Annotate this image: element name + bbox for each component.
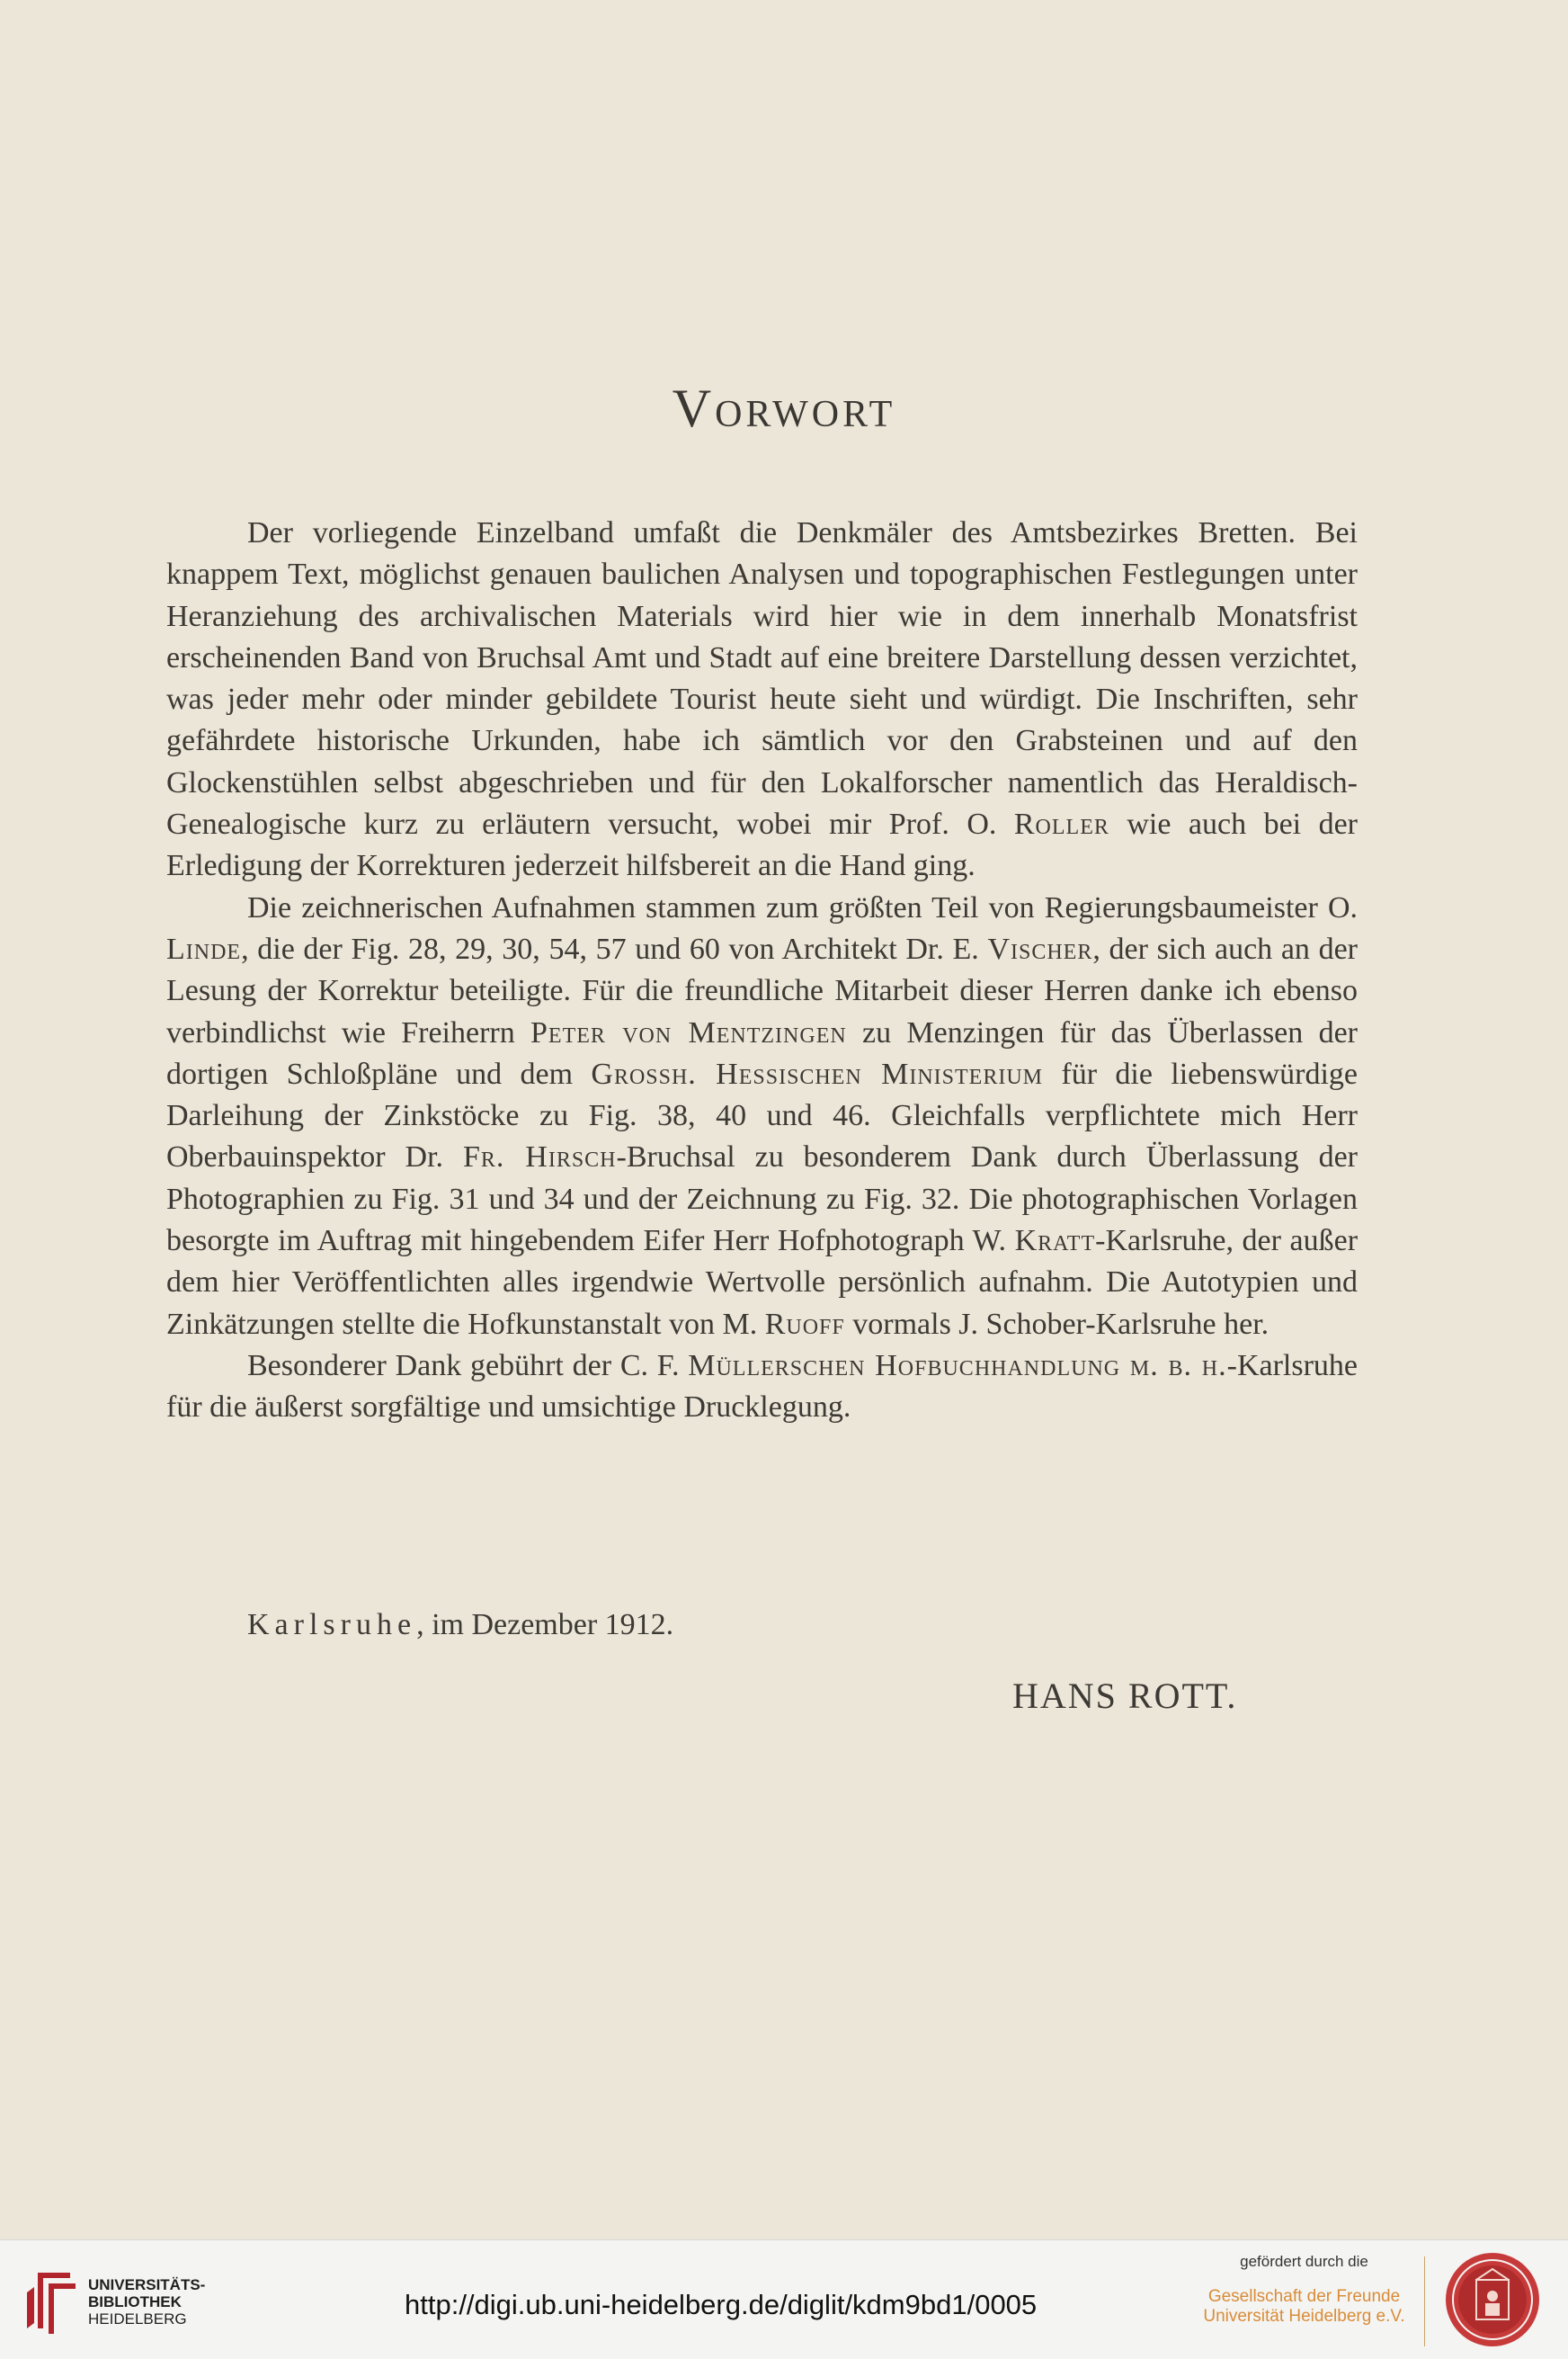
date: , im Dezember 1912.: [416, 1608, 674, 1641]
library-logo-icon[interactable]: [20, 2265, 85, 2337]
text-run: -Karlsruhe, der außer dem hier Veröffentlichten alles irgendwie Wertvolle persönlich aufnahm. Die Autotypien und Zinkätzungen stellte die Hofkunstanstalt von M.: [166, 1224, 1359, 1341]
paragraph: [166, 1345, 1358, 1429]
library-name-line: HEIDELBERG: [88, 2310, 187, 2328]
text-run: Die zeichnerischen Aufnahmen stammen zum größten Teil von Regierungsbaumeister O.: [247, 890, 1358, 925]
sponsor-line: gefördert durch die: [1240, 2253, 1368, 2270]
small-caps-name: Linde: [166, 932, 242, 966]
small-caps-name: Kratt: [1014, 1224, 1096, 1258]
university-seal-icon: [1444, 2251, 1541, 2348]
text-run: Der vorliegende Einzelband umfaßt die Denkmäler des Amtsbezirkes Bretten. Bei knappem Text, möglichst genauen baulichen Analysen und topographischen Festlegungen unter Heranziehung des archivalischen Materials wird hier wie in dem innerhalb Monatsfrist erscheinenden Band von Bruchsal Amt und Stadt auf eine breitere Darstellung dessen verzichtet, was jeder mehr oder minder gebildete Tourist heute sieht und würdigt. Die Inschriften, sehr gefährdete historische Urkunden, habe ich sämtlich vor den Grabsteinen und auf den Glockenstühlen selbst abgeschrieben und für den Lokalforscher namentlich das Heraldisch-Genealogische kurz zu erläutern versucht, wobei mir Prof. O.: [166, 516, 1358, 842]
library-name-line: UNIVERSITÄTS-: [88, 2276, 206, 2293]
text-run: wie auch bei der Erledigung der Korrekturen jederzeit hilfsbereit an die Hand ging.: [166, 808, 1358, 883]
text-run: zu Menzingen für das Überlassen der dortigen Schloßpläne und dem: [166, 1015, 1358, 1091]
library-name: [88, 2276, 205, 2328]
small-caps-name: Ruoff: [764, 1307, 845, 1341]
paragraph: [166, 513, 1358, 888]
permalink-url[interactable]: http://digi.ub.uni-heidelberg.de/diglit/kdm9bd1/0005: [405, 2289, 1038, 2320]
small-caps-name: Peter von Mentzingen: [530, 1015, 847, 1050]
text-run: , der sich auch an der Lesung der Korrektur beteiligte. Für die freundliche Mitarbeit dieser Herren danke ich ebenso verbindlichst wie Freiherrn: [166, 932, 1358, 1050]
text-run: für die liebenswürdige Darleihung der Zinkstöcke zu Fig. 38, 40 und 46. Gleichfalls verpflichtete mich Herr Oberbauinspektor Dr.: [166, 1057, 1359, 1175]
small-caps-name: Vischer: [987, 932, 1093, 966]
library-name-line: BIBLIOTHEK: [88, 2293, 182, 2310]
text-run: Besonderer Dank gebührt der C. F.: [247, 1348, 689, 1382]
signature: HANS ROTT.: [1012, 1675, 1238, 1716]
footer-bar: [0, 2239, 1568, 2359]
place: Karlsruhe: [247, 1608, 417, 1641]
paragraph: [166, 888, 1358, 1345]
page-title: Vorwort: [672, 379, 896, 438]
place-date-line: [247, 1608, 673, 1642]
text-run: -Bruchsal zu besonderem Dank durch Überlassung der Photographien zu Fig. 31 und 34 und der Zeichnung zu Fig. 32. Die photographischen Vorlagen besorgte im Auftrag mit hingebendem Eifer Herr Hofphotograph W.: [166, 1140, 1358, 1258]
footer-divider: [1424, 2256, 1425, 2346]
sponsor-line: Gesellschaft der Freunde: [1207, 2287, 1401, 2306]
sponsor-text: [1185, 2253, 1423, 2327]
preface-body: [166, 513, 1358, 1429]
small-caps-name: Fr. Hirsch: [462, 1140, 617, 1175]
text-run: , die der Fig. 28, 29, 30, 54, 57 und 60 von Architekt Dr. E.: [241, 932, 988, 966]
text-run: vormals J. Schober-Karlsruhe her.: [844, 1307, 1270, 1341]
small-caps-name: Grossh. Hessischen Ministerium: [591, 1057, 1044, 1091]
small-caps-name: Roller: [1013, 808, 1109, 842]
text-run: -Karlsruhe für die äußerst sorgfältige und umsichtige Drucklegung.: [166, 1348, 1359, 1425]
small-caps-name: Müllerschen Hofbuchhandlung m. b. h.: [688, 1348, 1227, 1382]
sponsor-line: Universität Heidelberg e.V.: [1203, 2307, 1405, 2326]
